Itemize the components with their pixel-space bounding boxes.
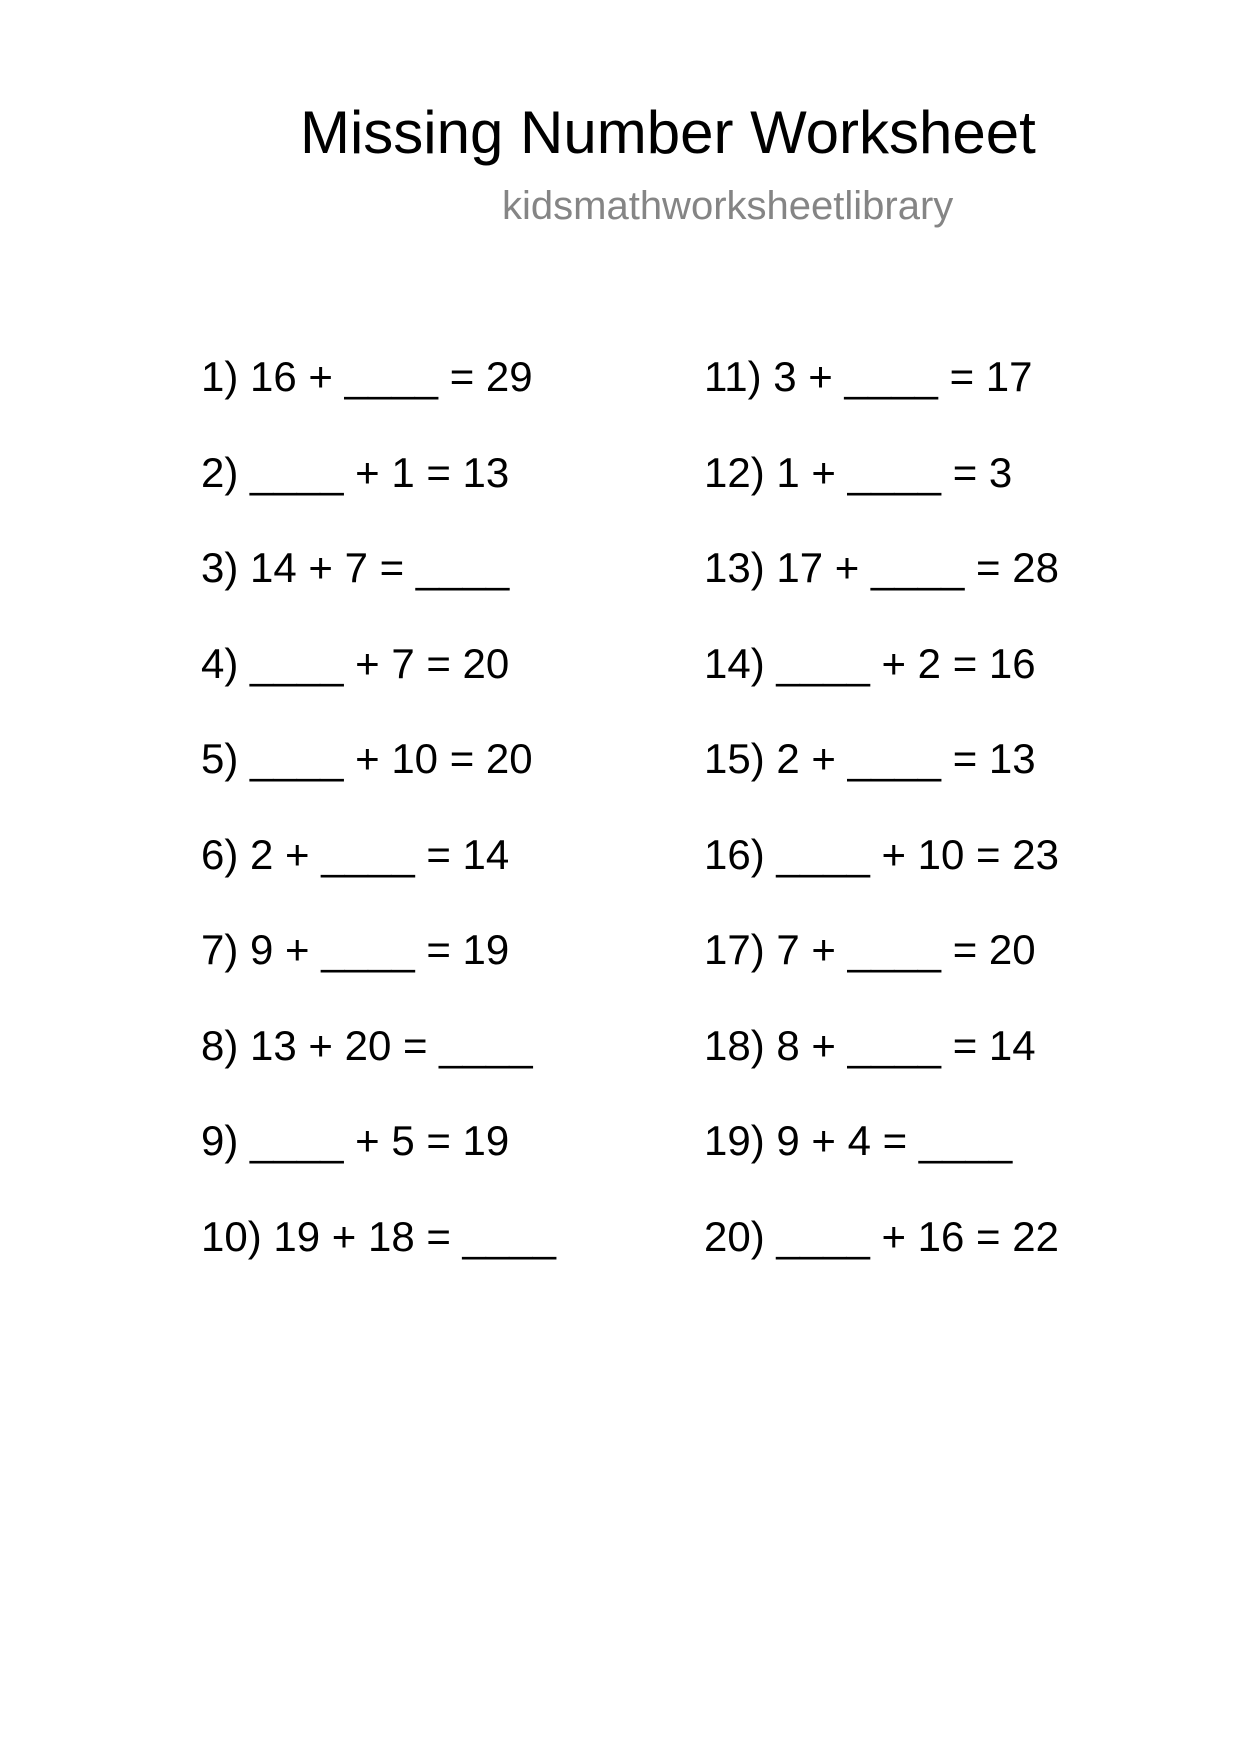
problem-7: 7) 9 + ____ = 19: [201, 926, 510, 973]
problem-12: 12) 1 + ____ = 3: [704, 448, 1013, 496]
problems-right-column: [704, 352, 1059, 1307]
problem-1: 1) 16 + ____ = 29: [201, 353, 533, 400]
problem-16: 16) ____ + 10 = 23: [704, 830, 1059, 878]
problem-2: 2) ____ + 1 = 13: [201, 448, 510, 496]
problem-11: 11) 3 + ____ = 17: [704, 353, 1033, 400]
problem-6: 6) 2 + ____ = 14: [201, 830, 510, 878]
worksheet-title: Missing Number Worksheet: [300, 99, 1036, 166]
problem-3: 3) 14 + 7 = ____: [201, 544, 510, 591]
problem-18: 18) 8 + ____ = 14: [704, 1021, 1036, 1069]
problem-17: 17) 7 + ____ = 20: [704, 926, 1036, 973]
problems-left-column: [201, 352, 556, 1307]
problem-8: 8) 13 + 20 = ____: [201, 1021, 533, 1069]
problem-19: 19) 9 + 4 = ____: [704, 1117, 1013, 1164]
problem-13: 13) 17 + ____ = 28: [704, 544, 1059, 591]
problem-10: 10) 19 + 18 = ____: [201, 1212, 556, 1260]
problem-20: 20) ____ + 16 = 22: [704, 1212, 1059, 1260]
problem-4: 4) ____ + 7 = 20: [201, 639, 510, 687]
problem-9: 9) ____ + 5 = 19: [201, 1117, 510, 1164]
problem-5: 5) ____ + 10 = 20: [201, 735, 533, 782]
problem-15: 15) 2 + ____ = 13: [704, 735, 1036, 782]
problem-14: 14) ____ + 2 = 16: [704, 639, 1036, 687]
worksheet-subtitle: kidsmathworksheetlibrary: [502, 184, 954, 228]
